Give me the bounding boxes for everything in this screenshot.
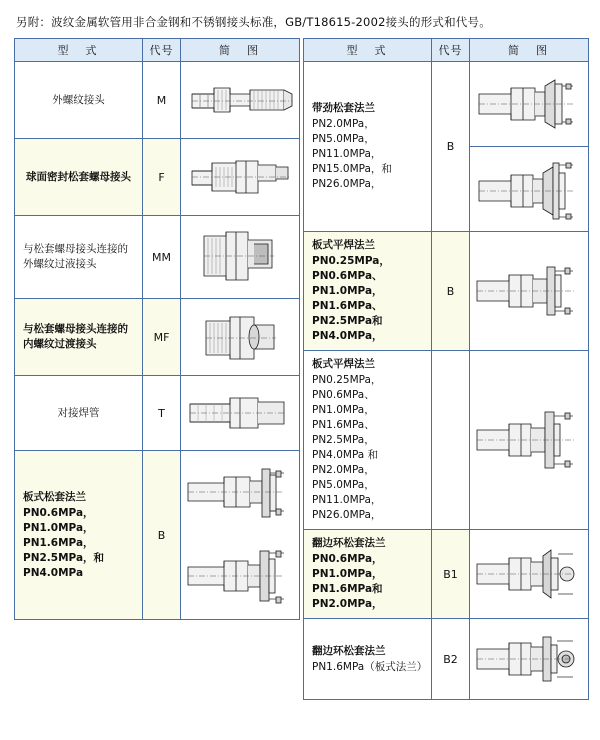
column-header-code: 代号: [143, 39, 181, 62]
row-type-detail: PN1.6MPa（板式法兰）: [312, 660, 428, 673]
row-picture: [181, 139, 300, 216]
table-row: [15, 216, 300, 299]
table-row: [15, 376, 300, 451]
row-type-title: 板式平焊法兰: [312, 358, 375, 370]
external-thread-transition-connector-diagram: [183, 218, 297, 296]
row-picture: [181, 216, 300, 299]
ribbed-lap-joint-flange-diagram: [472, 64, 586, 144]
row-type-detail: PN2.0MPa，PN5.0MPa，PN11.0MPa，PN15.0MPa，和PN26.0MPa，: [312, 118, 392, 190]
right-table: [303, 38, 589, 700]
row-code: [432, 351, 470, 530]
table-row: [304, 351, 589, 530]
row-type: 外螺纹接头: [15, 62, 143, 139]
row-picture: [181, 451, 300, 620]
row-type: [304, 232, 432, 351]
row-picture: [470, 232, 589, 351]
row-code: B: [432, 62, 470, 232]
row-type: [304, 530, 432, 619]
plate-lap-joint-flange-diagram-2: [183, 535, 297, 617]
row-picture: [181, 299, 300, 376]
threaded-male-connector-diagram: [183, 64, 297, 136]
row-type-title: 翻边环松套法兰: [312, 537, 386, 549]
row-type: [304, 351, 432, 530]
column-header-type: 型 式: [304, 39, 432, 62]
plate-slip-on-welding-flange-diagram: [472, 253, 586, 329]
row-type: 球面密封松套螺母接头: [15, 139, 143, 216]
page-bottom-space: [14, 700, 586, 710]
row-type: 与松套螺母接头连接的内螺纹过渡接头: [15, 299, 143, 376]
row-code: T: [143, 376, 181, 451]
row-picture: [470, 351, 589, 530]
table-row: [15, 299, 300, 376]
column-header-picture: 简 图: [181, 39, 300, 62]
row-code: MF: [143, 299, 181, 376]
column-header-type: 型 式: [15, 39, 143, 62]
column-header-code: 代号: [432, 39, 470, 62]
spherical-seal-union-nut-connector-diagram: [183, 141, 297, 213]
table-row: [15, 451, 300, 620]
left-table: [14, 38, 300, 620]
row-code: B1: [432, 530, 470, 619]
table-row: [304, 62, 589, 147]
row-type-detail: PN0.6MPa，PN1.0MPa，PN1.6MPa，PN2.5MPa，和PN4.0MPa: [23, 506, 105, 579]
row-type-detail: PN0.6MPa，PN1.0MPa，PN1.6MPa和PN2.0MPa，: [312, 553, 383, 610]
internal-thread-transition-connector-diagram: [183, 301, 297, 373]
row-type-title: 翻边环松套法兰: [312, 644, 386, 657]
row-picture: [181, 62, 300, 139]
table-header-row: [15, 39, 300, 62]
flared-ring-lap-joint-flange-diagram: [472, 536, 586, 612]
row-code: MM: [143, 216, 181, 299]
column-header-picture: 简 图: [470, 39, 589, 62]
row-picture: [470, 530, 589, 619]
row-code: B: [143, 451, 181, 620]
row-type-title: 带劲松套法兰: [312, 102, 375, 114]
row-type: [15, 451, 143, 620]
table-row: [15, 62, 300, 139]
row-picture: [181, 376, 300, 451]
tables-container: [14, 38, 586, 700]
row-type: 对接焊管: [15, 376, 143, 451]
row-type-detail: PN0.25MPa，PN0.6MPa、PN1.0MPa，PN1.6MPa、PN2.5MPa和PN4.0MPa，: [312, 255, 390, 342]
row-type-detail: PN0.25MPa，PN0.6MPa、PN1.0MPa，PN1.6MPa、PN2.5MPa，PN4.0MPa 和PN2.0MPa，PN5.0MPa，PN11.0MPa，PN26.0MPa，: [312, 374, 382, 521]
row-code: F: [143, 139, 181, 216]
row-type-title: 板式平焊法兰: [312, 239, 375, 251]
table-row: [304, 530, 589, 619]
flared-ring-lap-joint-flange-diagram-2: [472, 621, 586, 697]
table-row: [304, 619, 589, 700]
row-type-title: 板式松套法兰: [23, 490, 86, 503]
row-code: M: [143, 62, 181, 139]
table-row: [15, 139, 300, 216]
ribbed-lap-joint-flange-diagram-2: [472, 149, 586, 229]
row-type: [304, 619, 432, 700]
butt-weld-pipe-diagram: [183, 378, 297, 448]
row-picture: [470, 147, 589, 232]
row-code: B: [432, 232, 470, 351]
row-type: [304, 62, 432, 232]
table-header-row: [304, 39, 589, 62]
row-code: B2: [432, 619, 470, 700]
row-picture: [470, 619, 589, 700]
plate-lap-joint-flange-diagram: [183, 453, 297, 535]
row-picture: [470, 62, 589, 147]
plate-slip-on-welding-flange-diagram-2: [472, 394, 586, 486]
page-title: 另附：波纹金属软管用非合金钢和不锈钢接头标准，GB/T18615-2002接头的形式和代号。: [16, 15, 491, 29]
row-type: 与松套螺母接头连接的外螺纹过液接头: [15, 216, 143, 299]
table-row: [304, 232, 589, 351]
